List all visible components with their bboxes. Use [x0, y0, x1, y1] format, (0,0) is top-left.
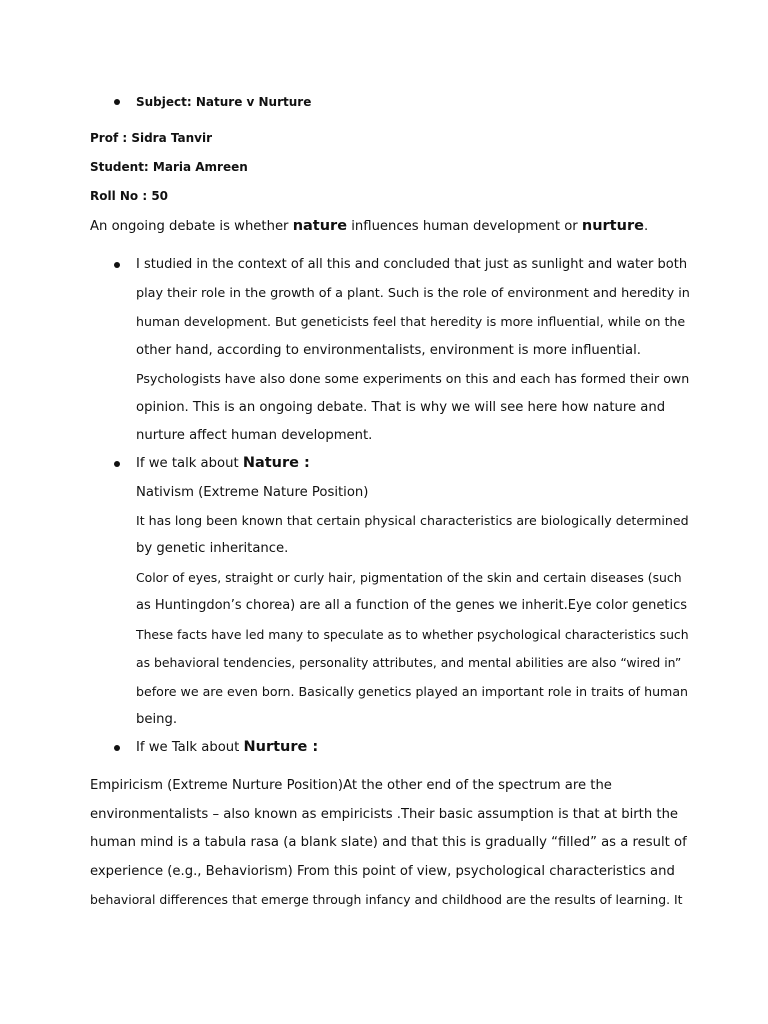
- nature-line: being.: [136, 712, 178, 727]
- nurture-heading-prefix: If we Talk about: [136, 740, 244, 755]
- intro-nature-word: nature: [292, 218, 348, 234]
- intro-text-before: An ongoing debate is whether: [90, 219, 293, 234]
- nature-line: These facts have led many to speculate as to whether psychological characteristics such: [136, 626, 689, 642]
- intro-nurture-word: nurture: [581, 218, 644, 234]
- nature-line: as behavioral tendencies, personality attributes, and mental abilities are also “wired in”: [136, 655, 682, 670]
- nature-heading-prefix: If we talk about: [136, 456, 243, 471]
- intro-paragraph: [90, 217, 648, 236]
- bullet1-line: other hand, according to environmentalists, environment is more influential.: [136, 342, 641, 358]
- nurture-heading: [136, 738, 318, 757]
- roll-line: Roll No : 50: [90, 189, 169, 203]
- nature-line: Nativism (Extreme Nature Position): [136, 485, 369, 500]
- empiricism-line: human mind is a tabula rasa (a blank slate) and that this is gradually “filled” as a result of: [90, 835, 687, 850]
- empiricism-line: behavioral differences that emerge through infancy and childhood are the results of learning. It: [90, 892, 683, 907]
- prof-line: Prof : Sidra Tanvir: [90, 131, 213, 145]
- bullet-marker: [114, 745, 120, 751]
- bullet1-line: nurture affect human development.: [136, 428, 373, 443]
- bullet-marker: [114, 99, 120, 105]
- nature-line: Color of eyes, straight or curly hair, pigmentation of the skin and certain diseases (such: [136, 569, 682, 585]
- nature-line: before we are even born. Basically genetics played an important role in traits of human: [136, 683, 689, 699]
- bullet1-line: Psychologists have also done some experiments on this and each has formed their own: [136, 371, 690, 386]
- student-line: Student: Maria Amreen: [90, 160, 248, 174]
- bullet1-line: play their role in the growth of a plant. Such is the role of environment and heredity in: [136, 285, 690, 301]
- bullet1-line: I studied in the context of all this and concluded that just as sunlight and water both: [136, 257, 688, 272]
- nature-heading: [136, 454, 310, 473]
- empiricism-line: experience (e.g., Behaviorism) From this point of view, psychological characteristics and: [90, 863, 675, 879]
- bullet-marker: [114, 262, 120, 268]
- bullet1-line: opinion. This is an ongoing debate. That is why we will see here how nature and: [136, 399, 666, 415]
- nurture-heading-keyword: Nurture :: [243, 739, 319, 755]
- bullet-marker: [114, 461, 120, 467]
- intro-text-middle: influences human development or: [347, 219, 582, 234]
- empiricism-line: environmentalists – also known as empiricists .Their basic assumption is that at birth the: [90, 806, 679, 822]
- nature-line: It has long been known that certain physical characteristics are biologically determined: [136, 513, 689, 528]
- bullet1-line: human development. But geneticists feel that heredity is more influential, while on the: [136, 314, 686, 329]
- nature-line: as Huntingdon’s chorea) are all a function of the genes we inherit.Eye color genetics: [136, 598, 688, 613]
- nature-line: by genetic inheritance.: [136, 541, 289, 556]
- empiricism-line: Empiricism (Extreme Nurture Position)At the other end of the spectrum are the: [90, 778, 612, 793]
- subject-line: Subject: Nature v Nurture: [136, 95, 312, 109]
- nature-heading-keyword: Nature :: [242, 455, 310, 471]
- intro-text-after: .: [643, 219, 649, 234]
